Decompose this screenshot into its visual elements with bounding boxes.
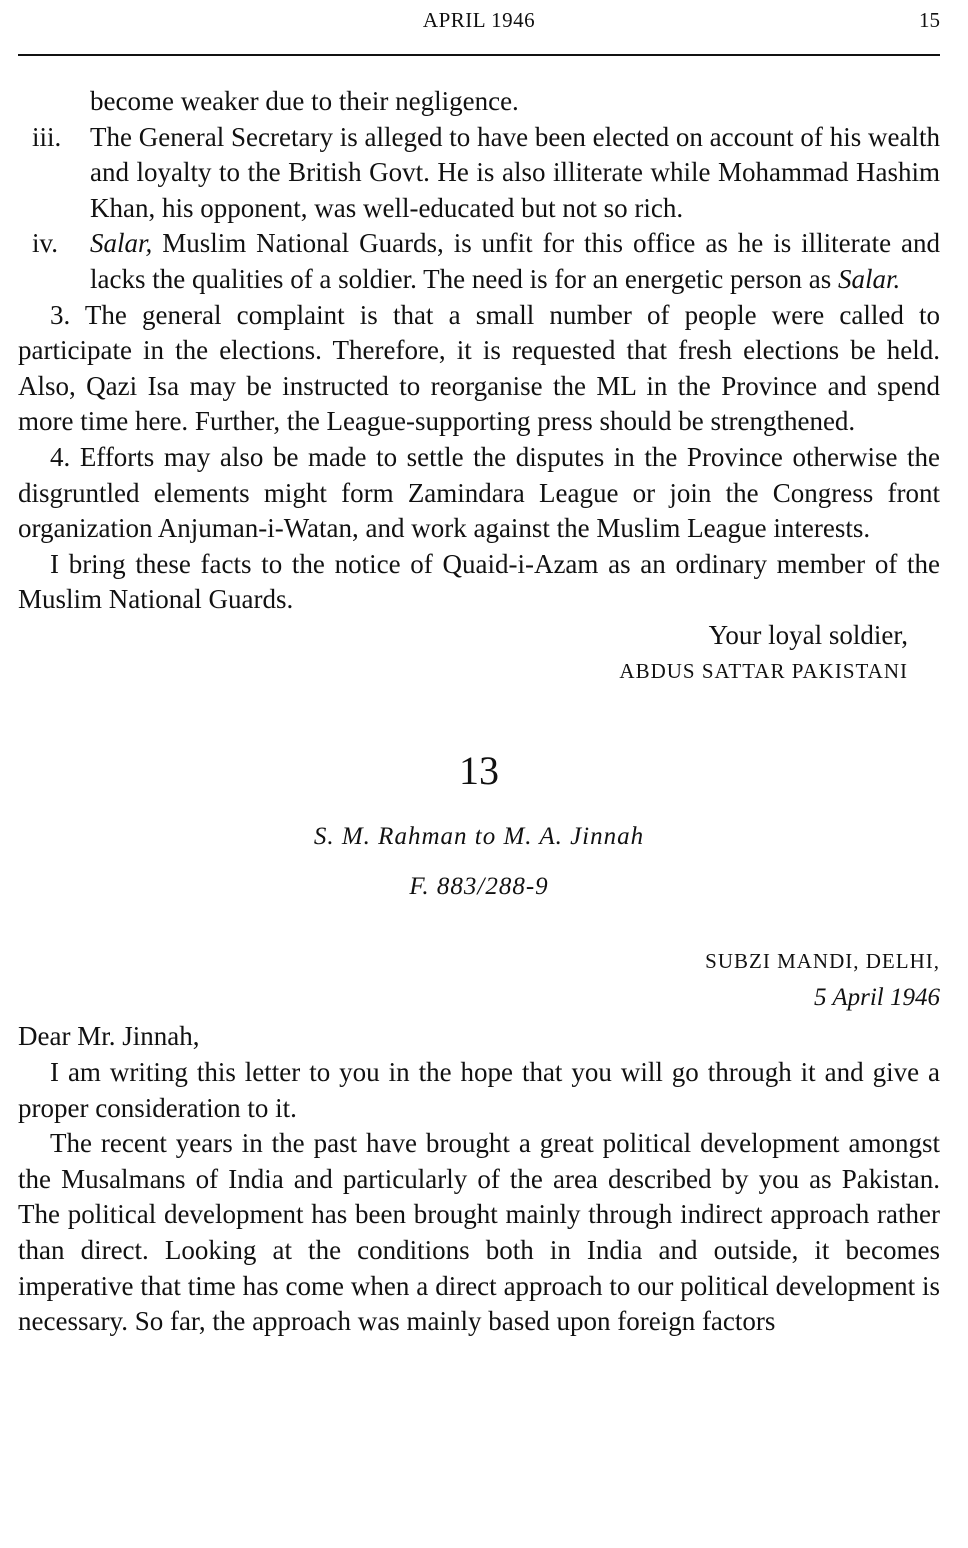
salar-term-end: Salar. xyxy=(838,263,901,294)
document-number: 13 xyxy=(459,748,499,794)
page-number: 15 xyxy=(919,8,940,32)
paragraph-5: I bring these facts to the notice of Quaid-i-Azam as an ordinary member of the Muslim National Guards. xyxy=(18,548,940,615)
document-reference: F. 883/288-9 xyxy=(409,872,549,900)
list-item-iii xyxy=(18,120,940,227)
header-rule xyxy=(18,54,940,56)
letter-place: SUBZI MANDI, DELHI, xyxy=(705,949,940,974)
running-header-title: APRIL 1946 xyxy=(422,8,536,32)
list-item-number: iii. xyxy=(32,121,62,152)
continued-item-text: become weaker due to their negligence. xyxy=(90,86,519,116)
letter-paragraph-2: The recent years in the past have brought a great political development amongst the Musalmans of India and particularly of the area described by you as Pakistan. The political development has been brought mainly through indirect approach rather than direct. Looking at the conditions both in India and outside, it becomes imperative that time has come when a direct approach to our political development is necessary. So far, the approach was mainly based upon foreign factors xyxy=(18,1128,940,1337)
page-body xyxy=(18,84,940,1340)
paragraph-4: 4. Efforts may also be made to settle the disputes in the Province otherwise the disgruntled elements might form Zamindara League or join the Congress front organization Anjuman-i-Watan, and work against the Muslim League interests. xyxy=(18,441,940,544)
list-item-text: Muslim National Guards, is unfit for this office as he is illiterate and lacks the qualities of a soldier. The need is for an energetic person as xyxy=(90,228,940,294)
letter-paragraph-1: I am writing this letter to you in the hope that you will go through it and give a proper consideration to it. xyxy=(18,1057,940,1123)
list-item-number: iv. xyxy=(32,228,58,259)
signature-closing: Your loyal soldier, xyxy=(708,619,908,650)
letter-salutation: Dear Mr. Jinnah, xyxy=(18,1021,200,1052)
salar-term: Salar, xyxy=(90,228,153,259)
signature-name: ABDUS SATTAR PAKISTANI xyxy=(619,658,908,683)
letter-date: 5 April 1946 xyxy=(814,983,940,1011)
paragraph-3: 3. The general complaint is that a small number of people were called to participate in the elections. Therefore, it is requested that fresh elections be held. Also, Qazi Isa may be instructed to reorganise the ML in the Province and spend more time here. Further, the League-supporting press should be strengthened. xyxy=(18,299,940,437)
document-title: S. M. Rahman to M. A. Jinnah xyxy=(313,823,645,851)
list-item-text: The General Secretary is alleged to have been elected on account of his wealth and loyalty to the British Govt. He is also illiterate while Mohammad Hashim Khan, his opponent, was well-educated but not so rich. xyxy=(90,121,940,223)
running-header xyxy=(18,8,940,44)
list-item-iv xyxy=(18,226,940,297)
